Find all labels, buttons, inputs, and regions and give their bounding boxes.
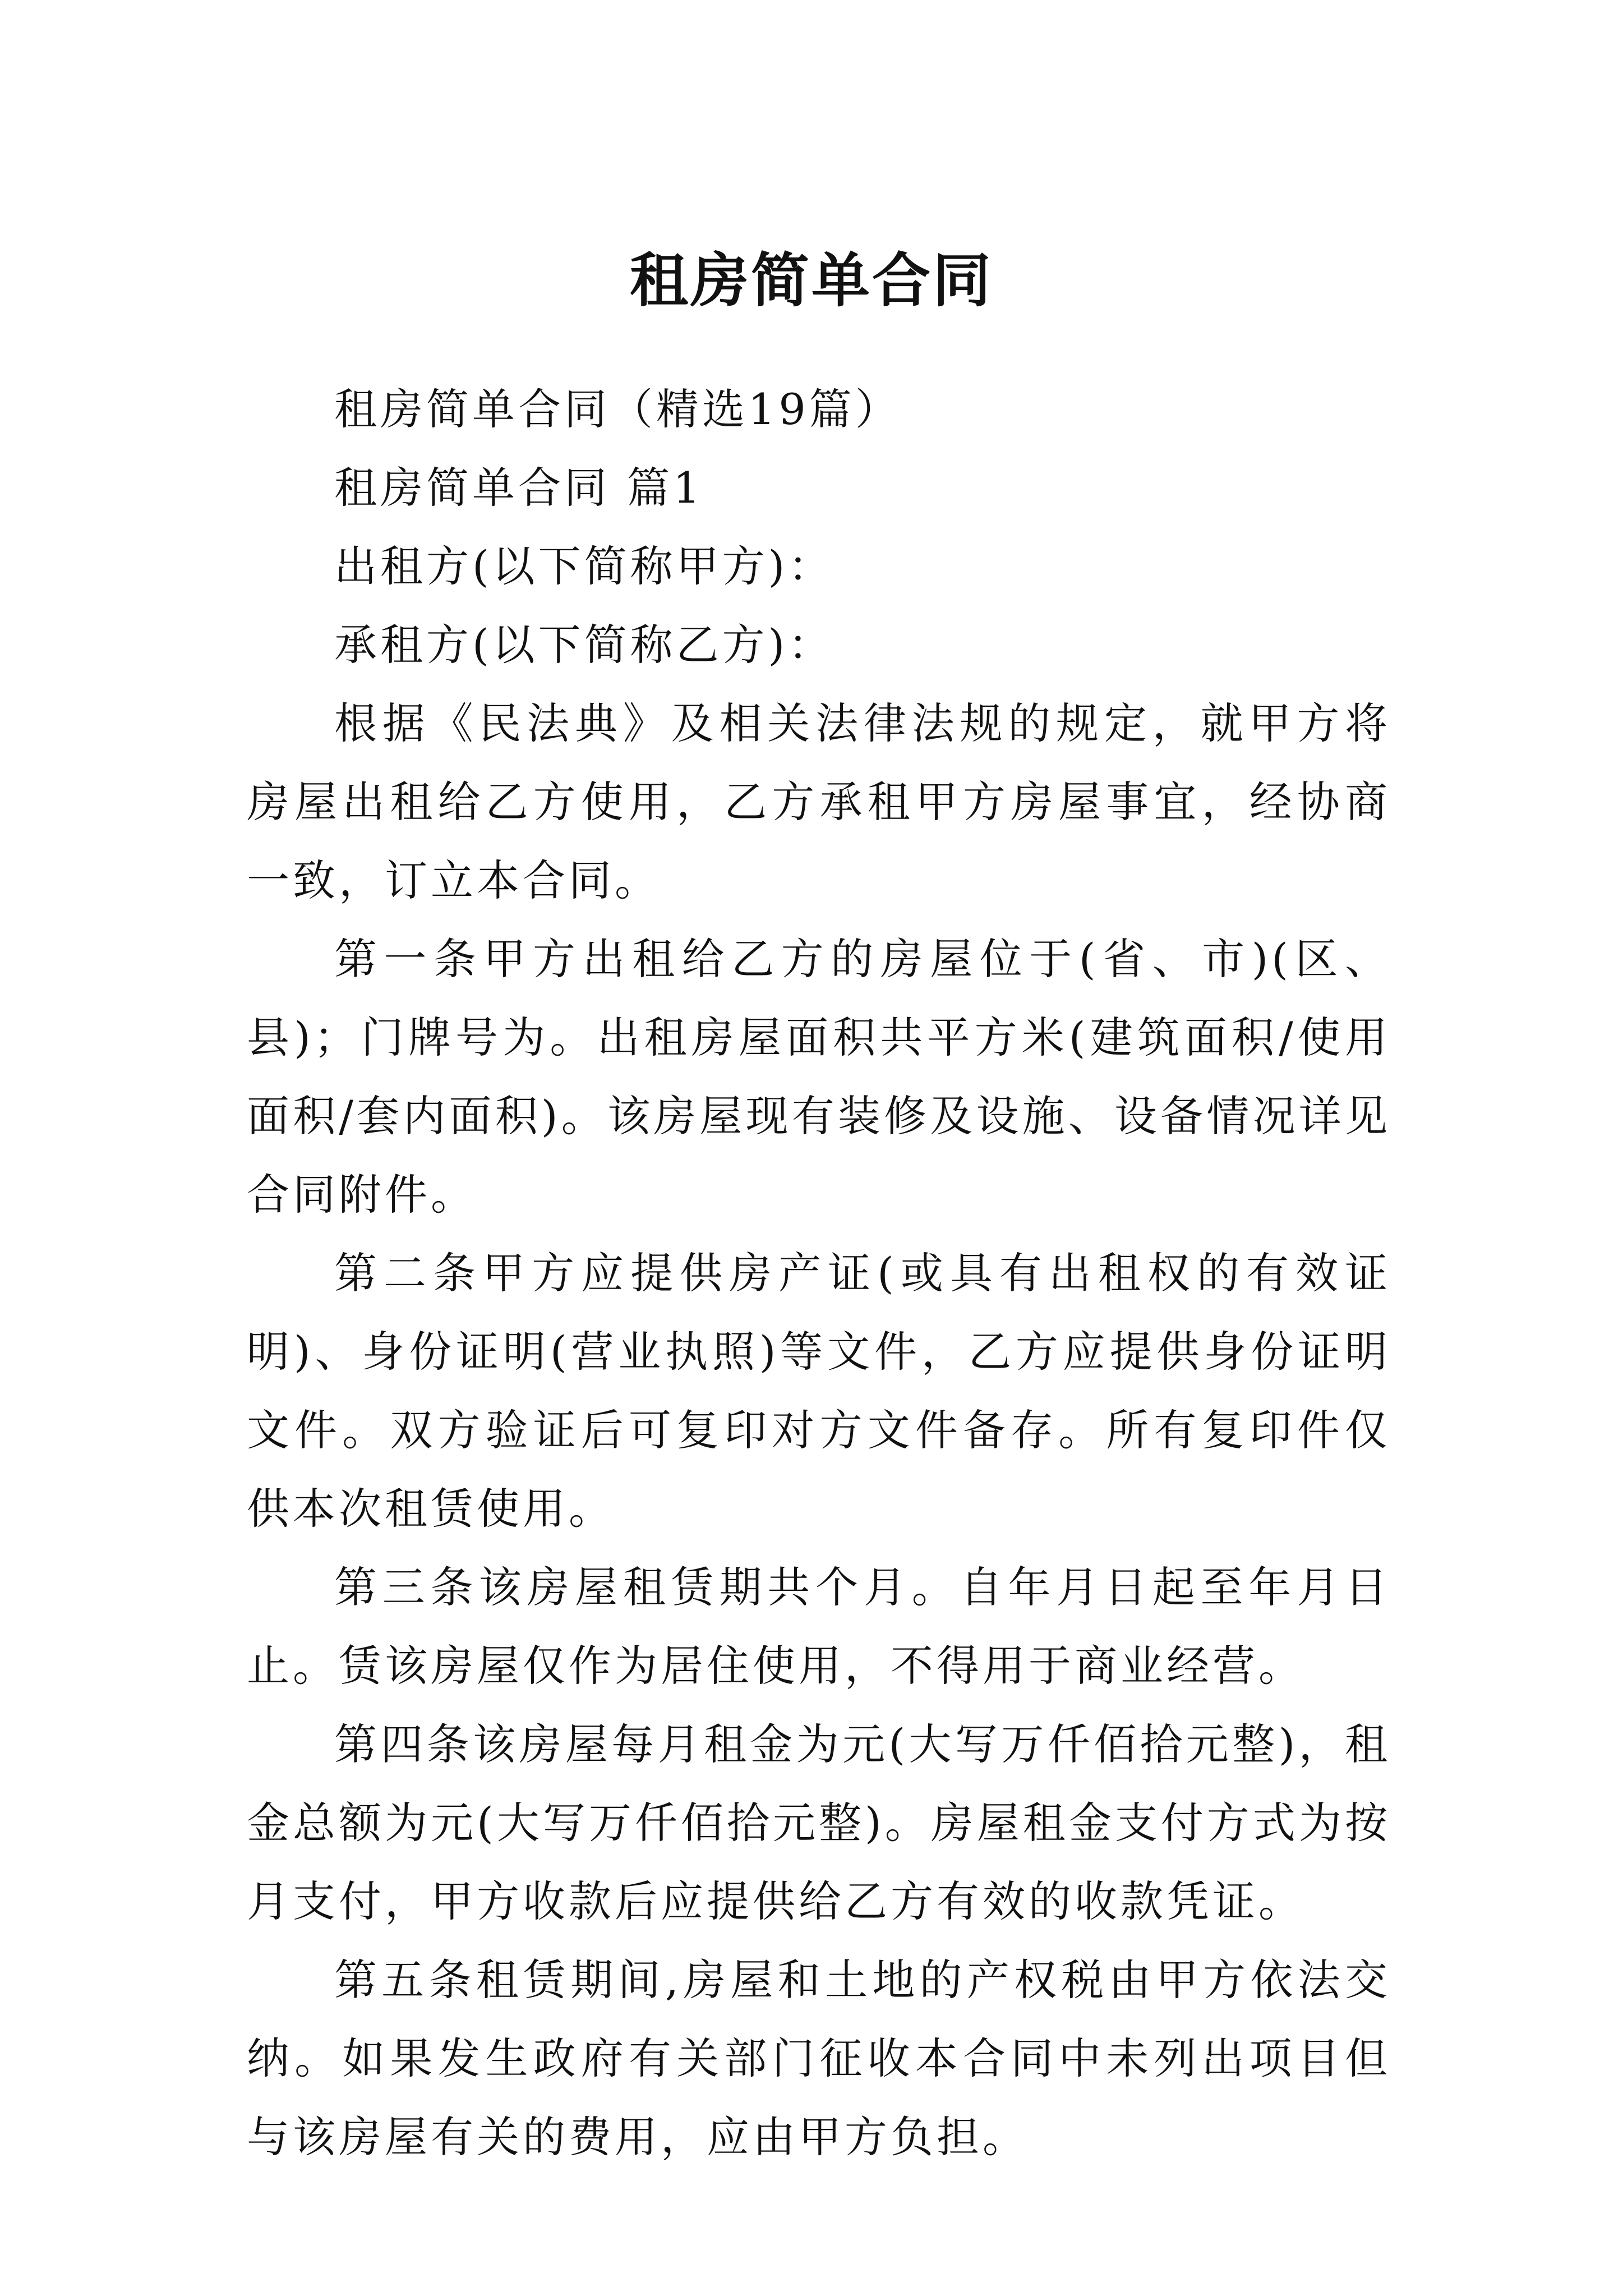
paragraph-lessee: 承租方(以下简称乙方)： — [334, 620, 834, 670]
paragraph-heading: 租房简单合同（精选19篇） — [334, 384, 901, 434]
paragraph-lessor: 出租方(以下简称甲方)： — [334, 541, 834, 591]
document-title: 租房简单合同 — [629, 245, 993, 315]
paragraph-article-1: 第一条甲方出租给乙方的房屋位于(省、市)(区、县)；门牌号为。出租房屋面积共平方米(建筑面积/使用面积/套内面积)。该房屋现有装修及设施、设备情况详见合同附件。 — [247, 934, 1391, 1220]
paragraph-section-title: 租房简单合同 篇1 — [334, 463, 704, 513]
document-body — [247, 370, 1391, 2177]
paragraph-article-4: 第四条该房屋每月租金为元(大写万仟佰拾元整)，租金总额为元(大写万仟佰拾元整)。房屋租金支付方式为按月支付，甲方收款后应提供给乙方有效的收款凭证。 — [247, 1719, 1391, 1926]
paragraph-preamble: 根据《民法典》及相关法律法规的规定，就甲方将房屋出租给乙方使用，乙方承租甲方房屋事宜，经协商一致，订立本合同。 — [247, 698, 1391, 905]
paragraph-article-5: 第五条租赁期间,房屋和土地的产权税由甲方依法交纳。如果发生政府有关部门征收本合同中未列出项目但与该房屋有关的费用，应由甲方负担。 — [247, 1955, 1391, 2162]
paragraph-article-3: 第三条该房屋租赁期共个月。自年月日起至年月日止。赁该房屋仅作为居住使用，不得用于商业经营。 — [247, 1562, 1391, 1691]
paragraph-article-2: 第二条甲方应提供房产证(或具有出租权的有效证明)、身份证明(营业执照)等文件，乙方应提供身份证明文件。双方验证后可复印对方文件备存。所有复印件仅供本次租赁使用。 — [247, 1248, 1391, 1534]
